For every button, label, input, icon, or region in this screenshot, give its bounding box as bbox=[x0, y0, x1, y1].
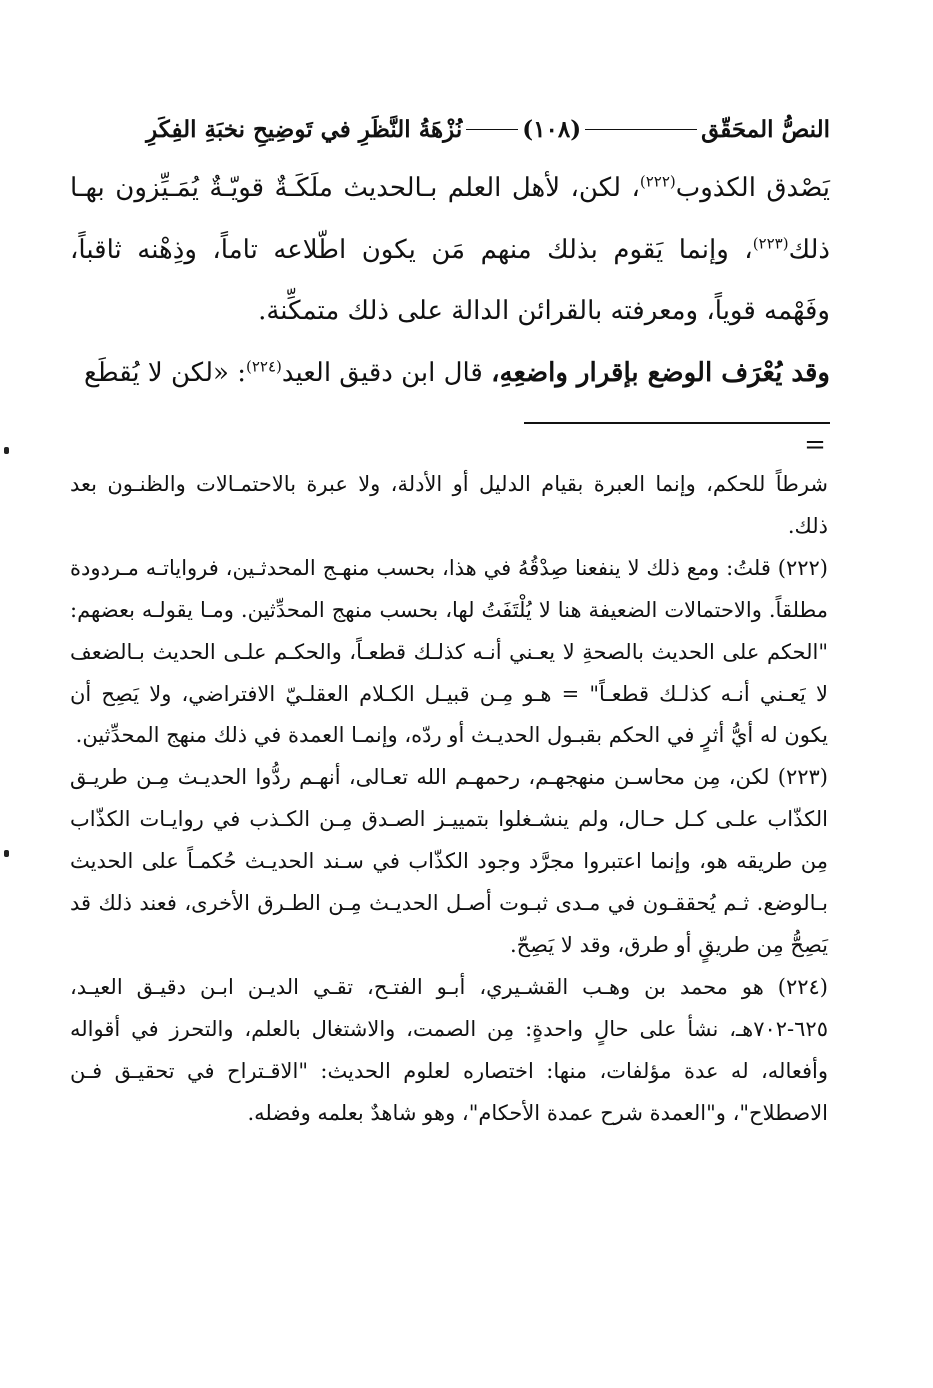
footnote-number: (٢٢٢) bbox=[777, 555, 828, 580]
main-paragraph-1 bbox=[70, 158, 830, 343]
footnote-222 bbox=[70, 548, 828, 758]
main-text-run: ، وإنما يَقوم بذلك منهم مَن يكون اطّلاعه تاماً، وذِهْنه ثاقباً، وفَهْمه قوياً، ومعرفته بالقرائن الدالة على ذلك متمكِّنة. bbox=[70, 234, 830, 326]
main-text-run: : «لكن لا يُقطَع bbox=[84, 357, 246, 388]
running-header bbox=[140, 108, 830, 150]
bold-phrase: وقد يُعْرَف الوضع بإقرار واضعِهِ، bbox=[491, 357, 830, 388]
footnote-separator bbox=[524, 422, 830, 424]
note-ref-222[interactable]: (٢٢٢) bbox=[639, 172, 676, 191]
note-ref-224[interactable]: (٢٢٤) bbox=[245, 356, 282, 375]
footnote-224 bbox=[70, 967, 828, 1135]
section-label: النصُّ المحَقّق bbox=[701, 115, 830, 143]
scan-speck bbox=[4, 447, 9, 454]
footnote-continuation: شرطاً للحكم، وإنما العبرة بقيام الدليل أو الأدلة، ولا عبرة بالاحتمـالات والظنـون بعد ذلك. bbox=[70, 472, 828, 538]
note-ref-223[interactable]: (٢٢٣) bbox=[752, 233, 789, 252]
footnote-text: قلتُ: ومع ذلك لا ينفعنا صِدْقُهُ في هذا، بحسب منهـج المحدثـين، فرواياتـه مـردودة مطلقاً. والاحتمالات الضعيفة هنا لا يُلْتَفَتُ لها، بحسب منهج المحدِّثين. ومـا يقولـه بعضهم: "الحكم على الحديث بالصحةِ لا يعـني أنـه كذلـك قطعـاً، والحكـم علـى الحديث بـالضعف لا يَعـني أنـه كذلـك قطعـاً" = هـو مِـن قبيـل الكـلام العقلـيّ الافتراضي، ولا يَصِح أن يكون له أيُّ أثرٍ في الحكم بقبـول الحديـث أو ردّه، وإنمـا العمدة في ذلك منهج المحدِّثين. bbox=[70, 555, 828, 748]
footnote-number: (٢٢٤) bbox=[777, 974, 828, 999]
header-rule-left bbox=[466, 129, 518, 130]
main-text-block bbox=[70, 158, 830, 404]
scan-speck bbox=[4, 850, 9, 857]
footnote-number: (٢٢٣) bbox=[777, 765, 828, 790]
footnote-223 bbox=[70, 757, 828, 967]
main-text-run: يَصْدق الكذوب bbox=[675, 173, 830, 203]
header-rule-right bbox=[585, 129, 697, 130]
main-text-run: ، لكن، لأهل العلم بـالحديث ملَكَـةٌ قويّـةٌ يُمَـيِّزون بهـا ذلك bbox=[70, 173, 830, 265]
book-title: نُزْهَةُ النَّظَرِ في تَوضِيحِ نخبَةِ الفِكَرِ bbox=[146, 115, 463, 143]
main-text-run: قال ابن دقيق العيد bbox=[281, 357, 492, 388]
footnotes-block bbox=[70, 464, 828, 1135]
footnote-text: لكن، مِن محاسـن منهجهـم، رحمهـم الله تعـالى، أنهـم ردُّوا الحديـث مِـن طريـق الكذّاب علـى كـل حـال، ولم ينشـغلوا بتمييـز الصـدق مِـن الكـذب في روايـات الكذّاب مِن طريقه هو، وإنما اعتبروا مجرَّد وجود الكذّاب في سـند الحديـث حُكمـاً على الحديث بـالوضع. ثـم يُحققـون في مـدى ثبـوت أصـل الحديـث مِـن الطـرق الأخرى، فعند ذلك قد يَصِحُّ مِن طريقٍ أو طرق، وقد لا يَصِحّ. bbox=[70, 765, 828, 957]
main-paragraph-2 bbox=[70, 343, 830, 405]
footnote-text: هو محمد بن وهـب القشـيري، أبـو الفتـح، تقـي الديـن ابـن دقيـق العيـد، ٦٢٥-٧٠٢هـ، نشأ على حالٍ واحدةٍ: مِن الصمت، والاشتغال بالعلم، والتحرز في أقواله وأفعاله، له عدة مؤلفات، منها: اختصاره لعلوم الحديث: "الاقـتراح في تحقيـق فـن الاصطلاح"، و"العمدة شرح عمدة الأحكام"، وهو شاهدٌ بعلمه وفضله. bbox=[70, 974, 828, 1125]
page-number: (١٠٨) bbox=[522, 115, 582, 143]
continuation-mark: = bbox=[804, 430, 826, 460]
